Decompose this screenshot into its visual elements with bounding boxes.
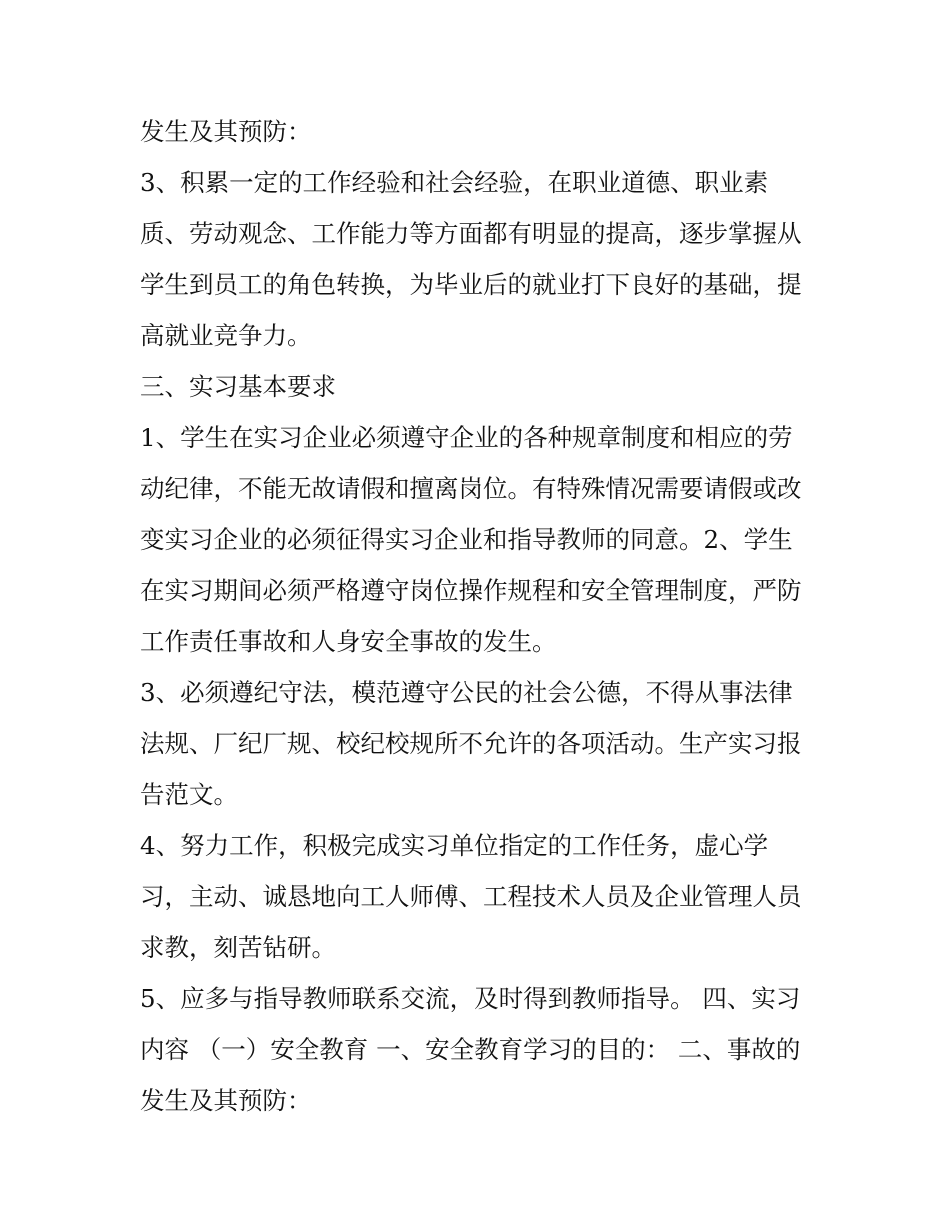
text-line: 内容 （一）安全教育 一、安全教育学习的目的： 二、事故的 — [140, 1035, 801, 1064]
text-line: 高就业竞争力。 — [140, 321, 312, 350]
text-line: 3、必须遵纪守法，模范遵守公民的社会公德，不得从事法律 — [140, 678, 793, 707]
text-line: 法规、厂纪厂规、校纪校规所不允许的各项活动。生产实习报 — [140, 729, 802, 758]
text-line: 学生到员工的角色转换，为毕业后的就业打下良好的基础，提 — [140, 270, 802, 299]
text-line: 动纪律，不能无故请假和擅离岗位。有特殊情况需要请假或改 — [140, 474, 802, 503]
text-line: 习，主动、诚恳地向工人师傅、工程技术人员及企业管理人员 — [140, 882, 802, 911]
section-heading: 三、实习基本要求 — [140, 372, 336, 401]
text-line: 4、努力工作，积极完成实习单位指定的工作任务，虚心学 — [140, 831, 769, 860]
text-line: 质、劳动观念、工作能力等方面都有明显的提高，逐步掌握从 — [140, 219, 802, 248]
text-line: 发生及其预防： — [140, 1086, 312, 1115]
text-line: 3、积累一定的工作经验和社会经验，在职业道德、职业素 — [140, 168, 769, 197]
text-line: 1、学生在实习企业必须遵守企业的各种规章制度和相应的劳 — [140, 423, 793, 452]
text-line: 发生及其预防： — [140, 117, 312, 146]
text-line: 工作责任事故和人身安全事故的发生。 — [140, 627, 557, 656]
text-line: 5、应多与指导教师联系交流，及时得到教师指导。 四、实习 — [140, 984, 801, 1013]
text-line: 变实习企业的必须征得实习企业和指导教师的同意。2、学生 — [140, 525, 793, 554]
text-line: 在实习期间必须严格遵守岗位操作规程和安全管理制度，严防 — [140, 576, 802, 605]
text-line: 求教，刻苦钻研。 — [140, 933, 336, 962]
document-body — [140, 106, 830, 1126]
text-line: 告范文。 — [140, 780, 238, 809]
